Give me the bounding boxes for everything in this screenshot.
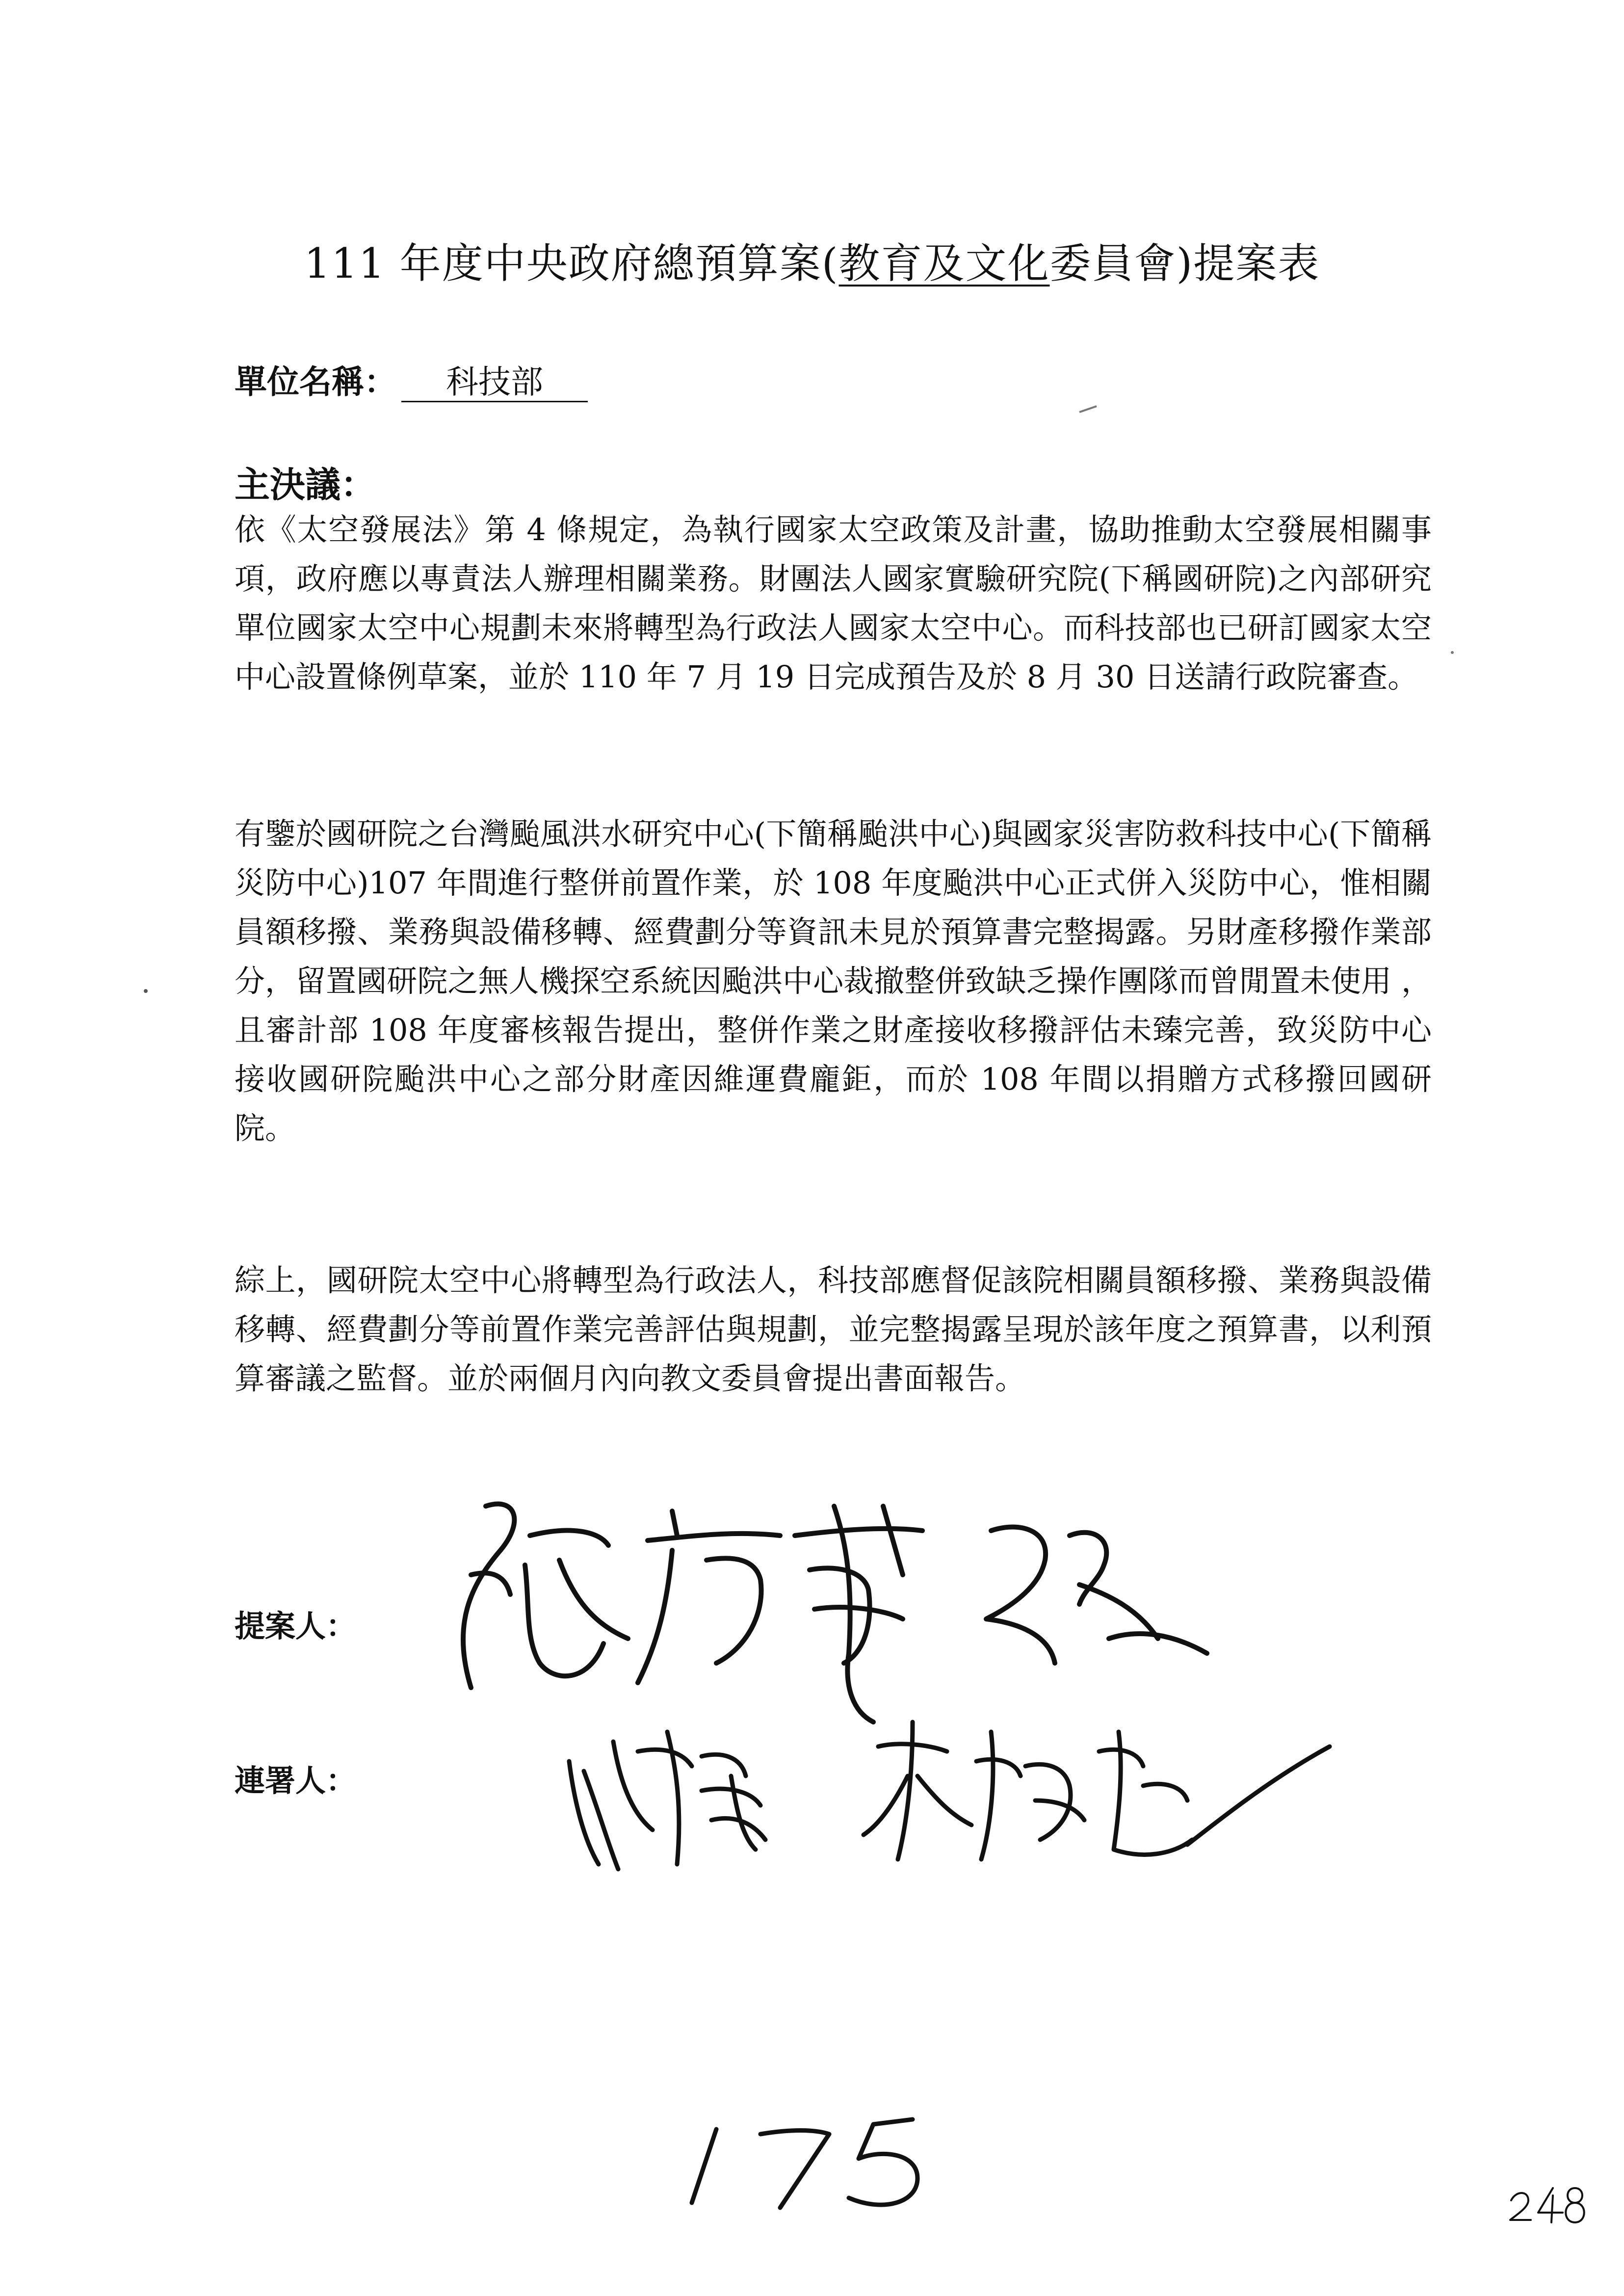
corner-page-number <box>1506 2173 1590 2227</box>
proposer-label: 提案人： <box>235 1608 357 1644</box>
resolution-paragraph-1: 依《太空發展法》第 4 條規定，為執行國家太空政策及計畫，協助推動太空發展相關事項，政府應以專責法人辦理相關業務。財團法人國家實驗研究院(下稱國研院)之內部研究單位國家太空中心規劃未來將轉型為行政法人國家太空中心。而科技部也已研訂國家太空中心設置條例草案，並於 110 年 7 月 19 日完成預告及於 8 月 30 日送請行政院審查。 <box>235 512 1432 695</box>
resolution-paragraph-2: 有鑒於國研院之台灣颱風洪水研究中心(下簡稱颱洪中心)與國家災害防救科技中心(下簡稱災防中心)107 年間進行整併前置作業，於 108 年度颱洪中心正式併入災防中心，惟相關員額移撥、業務與設備移轉、經費劃分等資訊未見於預算書完整揭露。另財產移撥作業部分，留置國研院之無人機探空系統因颱洪中心裁撤整併致缺乏操作團隊而曾閒置未使用 ，且審計部 108 年度審核報告提出，整併作業之財產接收移撥評估未臻完善，致災防中心接收國研院颱洪中心之部分財產因維運費龐鉅，而於 108 年間以捐贈方式移撥回國研院。 <box>235 816 1432 1146</box>
unit-row <box>235 356 588 402</box>
handwritten-page-number <box>662 2100 937 2218</box>
document-title: 111 年度中央政府總預算案(教育及文化委員會)提案表 <box>304 239 1320 287</box>
resolution-heading: 主決議： <box>235 464 376 505</box>
cosigner-signatures <box>554 1702 1388 1889</box>
committee-name: 教育及文化 <box>838 239 1050 287</box>
proposer-signature <box>442 1477 1276 1732</box>
cosigner-label: 連署人： <box>235 1763 357 1799</box>
unit-value: 科技部 <box>401 364 588 402</box>
resolution-paragraph-3: 綜上，國研院太空中心將轉型為行政法人，科技部應督促該院相關員額移撥、業務與設備移轉、經費劃分等前置作業完善評估與規劃，並完整揭露呈現於該年度之預算書，以利預算審議之監督。並於兩個月內向教文委員會提出書面報告。 <box>235 1262 1432 1396</box>
unit-label: 單位名稱： <box>235 363 396 401</box>
